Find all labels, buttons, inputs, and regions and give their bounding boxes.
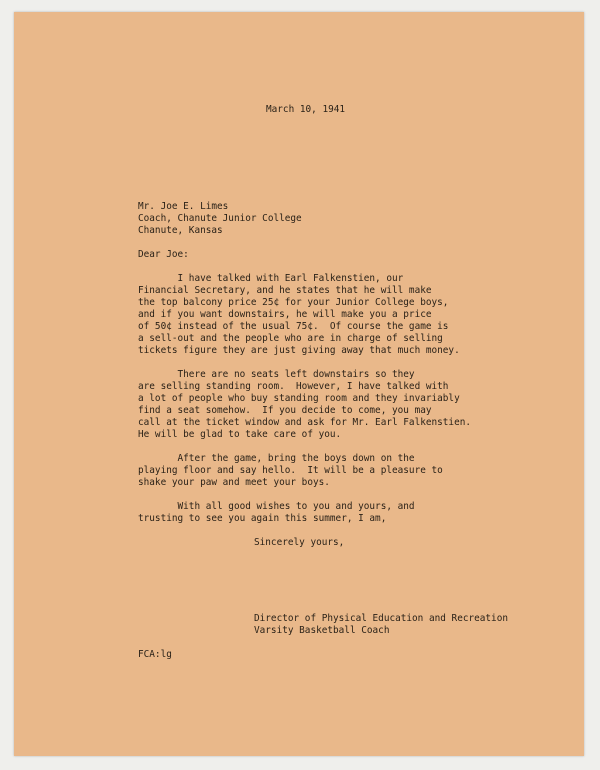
paragraph-2-line: are selling standing room. However, I have talked with [138,381,449,392]
signature-title-line: Varsity Basketball Coach [254,625,390,636]
paragraph-4-line: trusting to see you again this summer, I am, [138,513,387,524]
paragraph-3-line: playing floor and say hello. It will be a pleasure to [138,465,443,476]
paragraph-2-line: call at the ticket window and ask for Mr. Earl Falkenstien. [138,417,472,428]
paragraph-2-line: a lot of people who buy standing room and they invariably [138,393,460,404]
paragraph-2-line: He will be glad to take care of you. [138,429,342,440]
signature-title-line: Director of Physical Education and Recreation [254,613,508,624]
paragraph-3-line: After the game, bring the boys down on the [138,453,415,464]
paragraph-1-line: and if you want downstairs, he will make you a price [138,309,432,320]
paragraph-2-line: There are no seats left downstairs so they [138,369,415,380]
paragraph-1-line: of 50¢ instead of the usual 75¢. Of course the game is [138,321,449,332]
recipient-name: Mr. Joe E. Limes [138,201,229,212]
paragraph-3-line: shake your paw and meet your boys. [138,477,330,488]
paragraph-1-line: tickets figure they are just giving away that much money. [138,345,460,356]
reference-initials: FCA:lg [138,649,172,660]
paragraph-2-line: find a seat somehow. If you decide to come, you may [138,405,432,416]
paragraph-1-line: the top balcony price 25¢ for your Junior College boys, [138,297,449,308]
paragraph-4-line: With all good wishes to you and yours, and [138,501,415,512]
recipient-location: Chanute, Kansas [138,225,223,236]
paragraph-1-line: Financial Secretary, and he states that he will make [138,285,432,296]
complimentary-close: Sincerely yours, [254,537,345,548]
salutation: Dear Joe: [138,249,189,260]
letter-page [14,12,584,756]
paragraph-1-line: I have talked with Earl Falkenstien, our [138,273,404,284]
paragraph-1-line: a sell-out and the people who are in charge of selling [138,333,443,344]
letter-date: March 10, 1941 [266,104,346,115]
recipient-title: Coach, Chanute Junior College [138,213,302,224]
